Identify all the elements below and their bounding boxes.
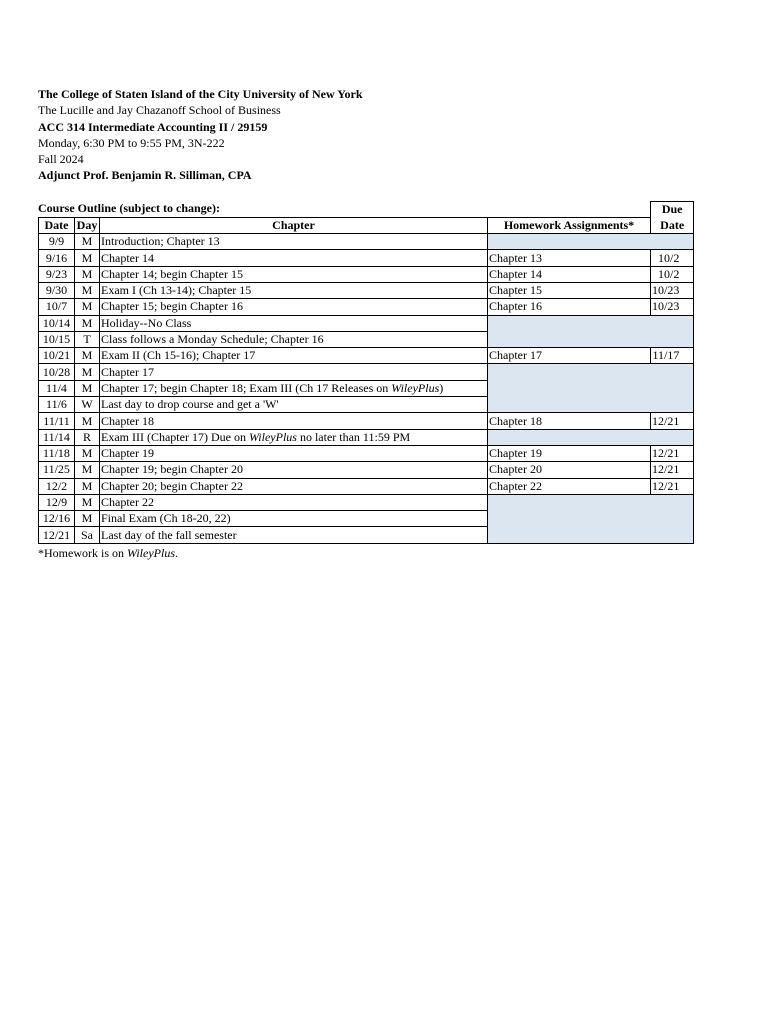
- row-day: M: [75, 494, 100, 510]
- course-title: ACC 314 Intermediate Accounting II / 29159: [38, 119, 268, 134]
- row-date: 9/16: [39, 250, 75, 266]
- row-day: M: [75, 315, 100, 331]
- row-homework: Chapter 14: [488, 266, 651, 282]
- row-date: 10/21: [39, 348, 75, 364]
- row-day: M: [75, 266, 100, 282]
- table-row: [39, 266, 694, 282]
- footnote: *Homework is on WileyPlus.: [38, 546, 178, 560]
- row-day: T: [75, 331, 100, 347]
- row-date: 12/16: [39, 511, 75, 527]
- row-homework: Chapter 22: [488, 478, 651, 494]
- row-chapter: Exam III (Chapter 17) Due on WileyPlus no later than 11:59 PM: [100, 429, 488, 445]
- row-day: M: [75, 445, 100, 461]
- row-due-date: 12/21: [651, 445, 694, 461]
- table-row: [39, 364, 694, 380]
- row-chapter: Chapter 14; begin Chapter 15: [100, 266, 488, 282]
- course-outline-table: [38, 201, 694, 544]
- row-day: M: [75, 348, 100, 364]
- table-row: [39, 445, 694, 461]
- table-header-top: [39, 202, 694, 218]
- term: Fall 2024: [38, 152, 84, 167]
- row-date: 11/11: [39, 413, 75, 429]
- row-day: M: [75, 250, 100, 266]
- college-name: The College of Staten Island of the City University of New York: [38, 87, 363, 101]
- row-chapter: Last day to drop course and get a 'W': [100, 397, 488, 413]
- row-day: M: [75, 478, 100, 494]
- row-date: 10/28: [39, 364, 75, 380]
- row-due-date: 10/2: [651, 250, 694, 266]
- row-due-date: 10/2: [651, 266, 694, 282]
- row-day: M: [75, 462, 100, 478]
- no-assignment-cell: [488, 494, 694, 543]
- row-date: 11/25: [39, 462, 75, 478]
- row-due-date: 10/23: [651, 299, 694, 315]
- row-date: 11/4: [39, 380, 75, 396]
- table-row: [39, 315, 694, 331]
- no-assignment-cell: [488, 315, 694, 348]
- no-assignment-cell: [488, 429, 694, 445]
- row-day: M: [75, 413, 100, 429]
- row-chapter: Last day of the fall semester: [100, 527, 488, 543]
- row-chapter: Chapter 17: [100, 364, 488, 380]
- row-date: 9/9: [39, 234, 75, 250]
- row-date: 9/30: [39, 282, 75, 298]
- row-chapter: Chapter 18: [100, 413, 488, 429]
- row-day: M: [75, 511, 100, 527]
- row-homework: Chapter 15: [488, 282, 651, 298]
- row-homework: Chapter 16: [488, 299, 651, 315]
- table-row: [39, 478, 694, 494]
- row-homework: Chapter 19: [488, 445, 651, 461]
- row-day: Sa: [75, 527, 100, 543]
- row-day: M: [75, 282, 100, 298]
- row-chapter: Class follows a Monday Schedule; Chapter 16: [100, 331, 488, 347]
- instructor-name: Adjunct Prof. Benjamin R. Silliman, CPA: [38, 168, 252, 183]
- row-date: 10/7: [39, 299, 75, 315]
- column-header-due: Due: [651, 202, 694, 218]
- row-chapter: Chapter 17; begin Chapter 18; Exam III (Ch 17 Releases on WileyPlus): [100, 380, 488, 396]
- class-schedule: Monday, 6:30 PM to 9:55 PM, 3N-222: [38, 135, 225, 150]
- row-date: 10/14: [39, 315, 75, 331]
- row-chapter: Chapter 15; begin Chapter 16: [100, 299, 488, 315]
- table-row: [39, 494, 694, 510]
- row-chapter: Introduction; Chapter 13: [100, 234, 488, 250]
- row-date: 12/21: [39, 527, 75, 543]
- outline-body: [39, 234, 694, 544]
- row-date: 12/2: [39, 478, 75, 494]
- row-day: M: [75, 299, 100, 315]
- row-day: M: [75, 364, 100, 380]
- row-homework: Chapter 17: [488, 348, 651, 364]
- row-date: 12/9: [39, 494, 75, 510]
- course-header: [38, 86, 363, 184]
- row-date: 10/15: [39, 331, 75, 347]
- row-chapter: Final Exam (Ch 18-20, 22): [100, 511, 488, 527]
- table-row: [39, 429, 694, 445]
- row-chapter: Chapter 20; begin Chapter 22: [100, 478, 488, 494]
- row-chapter: Holiday--No Class: [100, 315, 488, 331]
- row-chapter: Exam I (Ch 13-14); Chapter 15: [100, 282, 488, 298]
- row-homework: Chapter 18: [488, 413, 651, 429]
- row-homework: Chapter 13: [488, 250, 651, 266]
- outline-label: Course Outline (subject to change):: [38, 201, 220, 215]
- table-row: [39, 250, 694, 266]
- row-day: R: [75, 429, 100, 445]
- table-row: [39, 299, 694, 315]
- row-chapter: Exam II (Ch 15-16); Chapter 17: [100, 348, 488, 364]
- table-row: [39, 348, 694, 364]
- row-date: 9/23: [39, 266, 75, 282]
- row-chapter: Chapter 19: [100, 445, 488, 461]
- table-row: [39, 234, 694, 250]
- row-due-date: 11/17: [651, 348, 694, 364]
- table-row: [39, 413, 694, 429]
- row-chapter: Chapter 14: [100, 250, 488, 266]
- row-day: W: [75, 397, 100, 413]
- school-name: The Lucille and Jay Chazanoff School of Business: [38, 103, 281, 118]
- column-header-date: Date: [39, 217, 75, 233]
- row-date: 11/18: [39, 445, 75, 461]
- no-assignment-cell: [488, 234, 694, 250]
- row-due-date: 12/21: [651, 462, 694, 478]
- row-chapter: Chapter 22: [100, 494, 488, 510]
- row-date: 11/14: [39, 429, 75, 445]
- table-row: [39, 282, 694, 298]
- row-day: M: [75, 380, 100, 396]
- row-day: M: [75, 234, 100, 250]
- table-row: [39, 462, 694, 478]
- row-date: 11/6: [39, 397, 75, 413]
- no-assignment-cell: [488, 364, 694, 413]
- column-header-day: Day: [75, 217, 100, 233]
- column-header-homework: Homework Assignments*: [488, 217, 651, 233]
- column-header-chapter: Chapter: [100, 217, 488, 233]
- column-header-due-date: Date: [651, 217, 694, 233]
- row-due-date: 12/21: [651, 478, 694, 494]
- table-header-row: [39, 217, 694, 233]
- row-homework: Chapter 20: [488, 462, 651, 478]
- row-chapter: Chapter 19; begin Chapter 20: [100, 462, 488, 478]
- row-due-date: 10/23: [651, 282, 694, 298]
- row-due-date: 12/21: [651, 413, 694, 429]
